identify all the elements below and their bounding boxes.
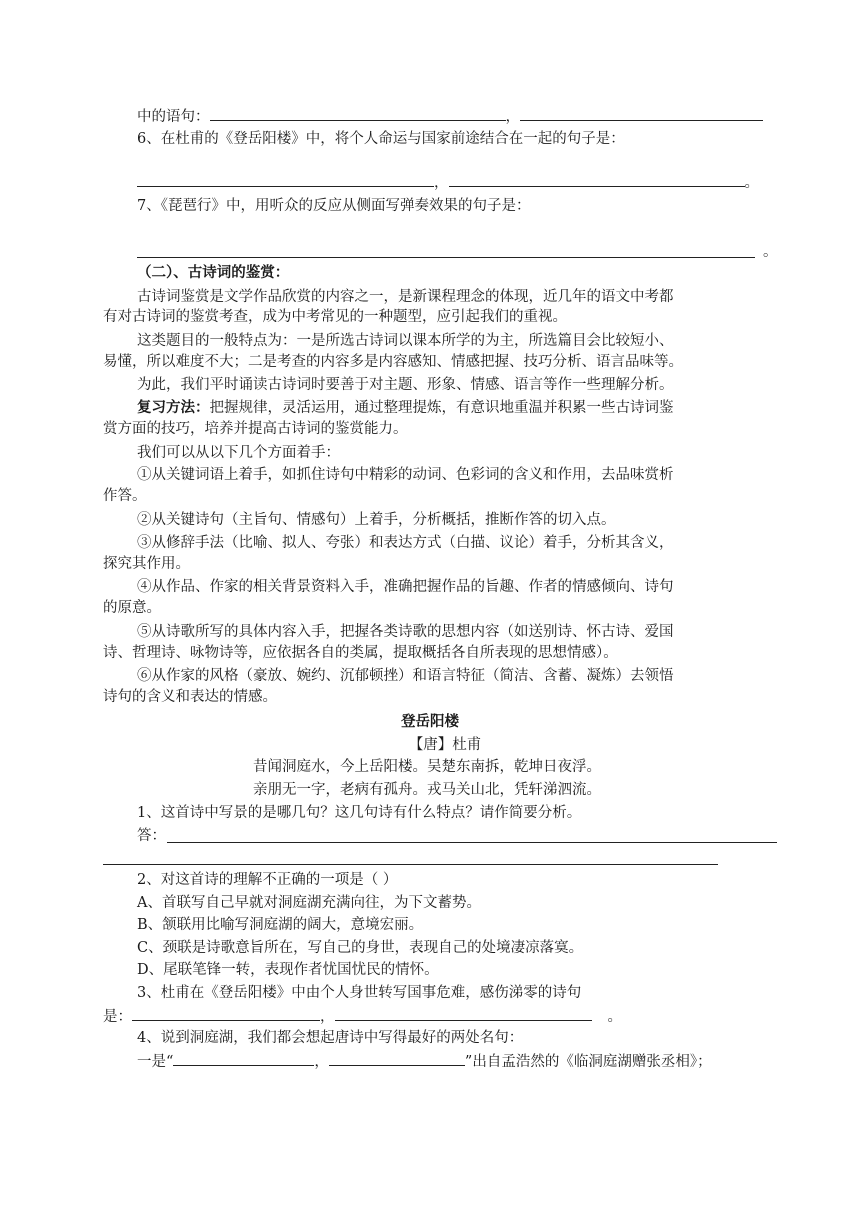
question-3-answer: [103, 1006, 622, 1027]
poem-title: 登岳阳楼: [401, 713, 459, 730]
paragraph-line: 易懂，所以难度不大；二是考查的内容多是内容感知、情感把握、技巧分析、语言品味等。: [103, 354, 683, 370]
method-item: ①从关键词语上着手，如抓住诗句中精彩的动词、色彩词的含义和作用，去品味赏析: [137, 467, 674, 483]
period: 。: [607, 1009, 622, 1025]
answer-blank[interactable]: [520, 106, 763, 121]
method-label: 复习方法：: [137, 399, 210, 416]
paragraph-line: 古诗词鉴赏是文学作品欣赏的内容之一，是新课程理念的体现，近几年的语文中考都: [137, 289, 674, 305]
method-item: ③从修辞手法（比喻、拟人、夸张）和表达方式（白描、议论）着手，分析其含义，: [137, 535, 674, 551]
comma: ，: [320, 1009, 335, 1025]
method-item: 的原意。: [103, 600, 161, 616]
poem-line: 亲朋无一字，老病有孤舟。戎马关山北，凭轩涕泗流。: [253, 782, 601, 798]
question-6-answer: [137, 172, 759, 193]
answer-blank[interactable]: [449, 172, 745, 187]
method-item: ⑥从作家的风格（豪放、婉约、沉郁顿挫）和语言特征（简洁、含蓄、凝炼）去领悟: [137, 668, 674, 684]
method-item: ⑤从诗歌所写的具体内容入手，把握各类诗歌的思想内容（如送别诗、怀古诗、爱国: [137, 624, 674, 640]
option-d: D、尾联笔锋一转，表现作者忧国忧民的情怀。: [137, 962, 439, 978]
method-item: 作答。: [103, 488, 147, 504]
paragraph-line: 为此，我们平时诵读古诗词时要善于对主题、形象、情感、语言等作一些理解分析。: [137, 377, 674, 393]
answer-blank[interactable]: [173, 1051, 314, 1066]
method-line: [137, 398, 674, 418]
method-item: 诗、哲理诗、咏物诗等，应依据各自的类属，提取概括各自所表现的思想情感）。: [103, 645, 618, 661]
option-a: A、首联写自己早就对洞庭湖充满向往，为下文蓄势。: [137, 895, 481, 911]
answer-blank[interactable]: [210, 106, 506, 121]
answer-blank[interactable]: [329, 1051, 465, 1066]
answer-label: 答：: [137, 828, 166, 844]
method-text: 把握规律，灵活运用，通过整理提炼，有意识地重温并积累一些古诗词鉴: [209, 400, 674, 416]
option-c: C、颈联是诗歌意旨所在，写自己的身世，表现自己的处境凄凉落寞。: [137, 940, 584, 956]
answer-suffix: ”出自孟浩然的《临洞庭湖赠张丞相》；: [464, 1054, 712, 1070]
paragraph-line: 赏方面的技巧，培养并提高古诗词的鉴赏能力。: [103, 421, 408, 437]
answer-line[interactable]: [137, 257, 755, 258]
answer-prefix: 一是“: [137, 1054, 174, 1070]
period: 。: [744, 175, 759, 191]
comma: ，: [434, 175, 449, 191]
method-item: ②从关键诗句（主旨句、情感句）上着手，分析概括，推断作答的切入点。: [137, 512, 616, 528]
method-item: 探究其作用。: [103, 556, 190, 572]
answer-blank[interactable]: [137, 172, 434, 187]
question-1: 1、这首诗中写景的是哪几句？这几句诗有什么特点？请作简要分析。: [137, 805, 582, 821]
question-4-answer: [137, 1051, 712, 1072]
period: 。: [763, 244, 778, 260]
poem-author: 【唐】杜甫: [408, 737, 482, 753]
answer-blank[interactable]: [132, 1006, 320, 1021]
question-7: 7、《琵琶行》中，用听众的反应从侧面写弹奏效果的句子是：: [137, 198, 531, 214]
answer-line[interactable]: [167, 842, 777, 843]
paragraph-line: 我们可以从以下几个方面着手：: [137, 445, 340, 461]
section-heading: （二）、古诗词的鉴赏：: [137, 264, 290, 281]
fill-line-1: [137, 106, 763, 127]
answer-line[interactable]: [103, 864, 718, 865]
method-item: 诗句的含义和表达的情感。: [103, 689, 277, 705]
question-6: 6、在杜甫的《登岳阳楼》中，将个人命运与国家前途结合在一起的句子是：: [137, 131, 625, 147]
poem-line: 昔闻洞庭水，今上岳阳楼。吴楚东南拆，乾坤日夜浮。: [253, 759, 601, 775]
method-item: ④从作品、作家的相关背景资料入手，准确把握作品的旨趣、作者的情感倾向、诗句: [137, 579, 674, 595]
comma: ，: [314, 1054, 329, 1070]
paragraph-line: 有对古诗词的鉴赏考查，成为中考常见的一种题型，应引起我们的重视。: [103, 309, 567, 325]
line-prefix: 中的语句：: [137, 109, 210, 125]
question-3: 3、杜甫在《登岳阳楼》中由个人身世转写国事危难，感伤涕零的诗句: [137, 985, 582, 1001]
paragraph-line: 这类题目的一般特点为：一是所选古诗词以课本所学的为主，所选篇目会比较短小、: [137, 333, 674, 349]
answer-prefix: 是：: [103, 1009, 132, 1025]
option-b: B、颔联用比喻写洞庭湖的阔大，意境宏丽。: [137, 917, 424, 933]
question-2: 2、对这首诗的理解不正确的一项是（ ）: [137, 872, 398, 888]
question-4: 4、说到洞庭湖，我们都会想起唐诗中写得最好的两处名句：: [137, 1030, 524, 1046]
answer-blank[interactable]: [335, 1006, 592, 1021]
comma: ，: [505, 109, 520, 125]
